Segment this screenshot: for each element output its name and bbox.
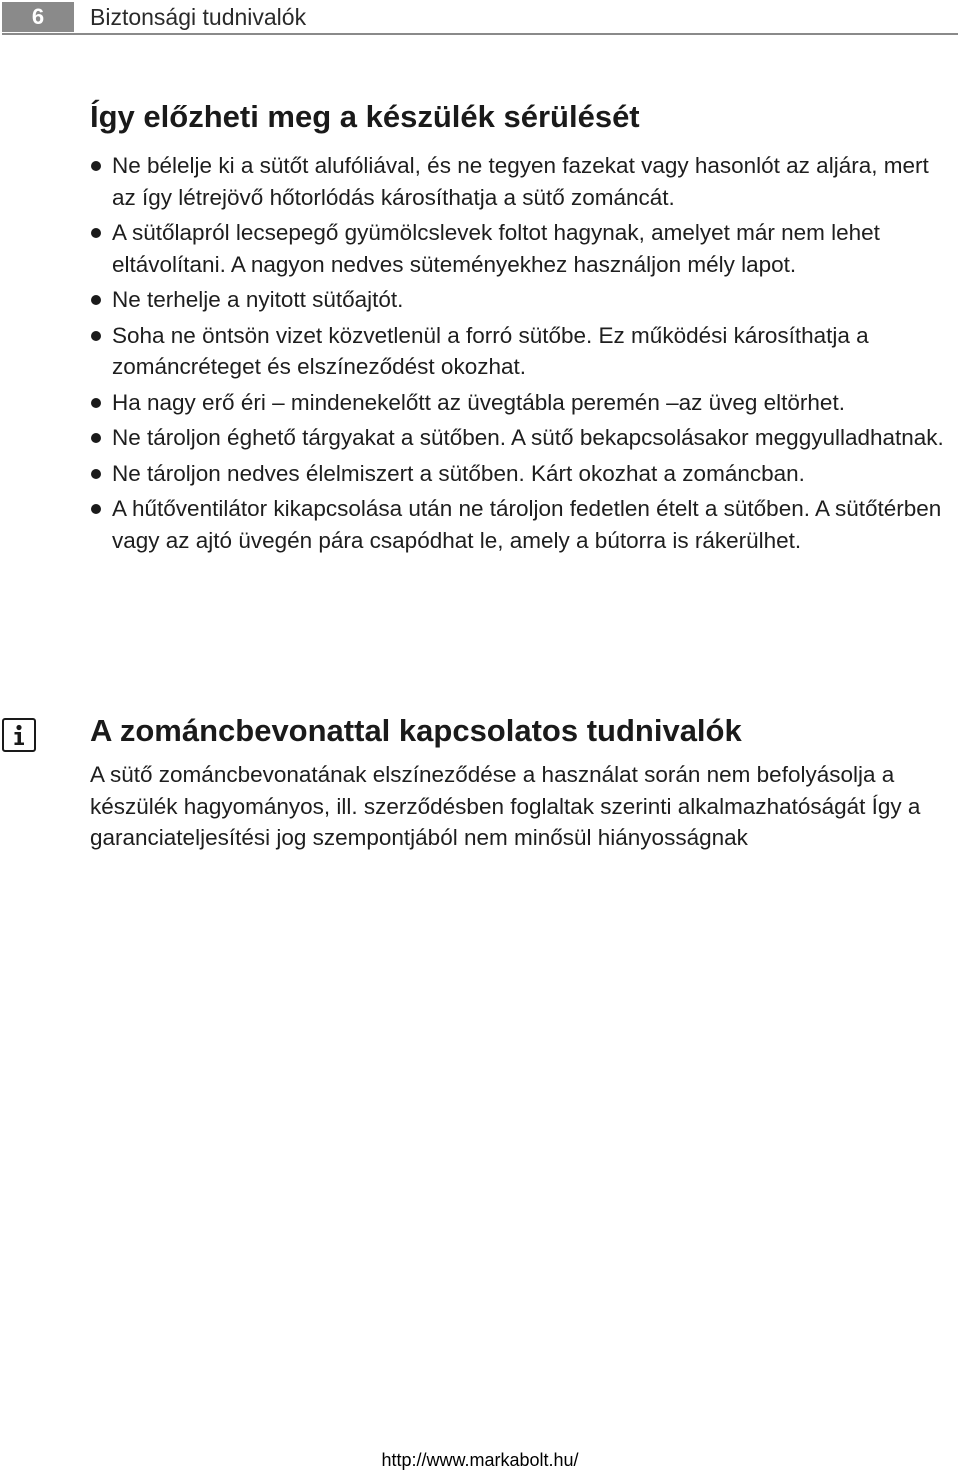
enamel-info-heading: A zománcbevonattal kapcsolatos tudnivalók (90, 713, 742, 748)
list-item (90, 458, 956, 490)
bullet-icon (91, 161, 101, 171)
bullet-icon (91, 295, 101, 305)
page-number: 6 (2, 2, 74, 32)
bullet-icon (91, 504, 101, 514)
list-item (90, 217, 956, 280)
bullet-icon (91, 433, 101, 443)
footer-url: http://www.markabolt.hu/ (381, 1450, 579, 1470)
bullet-icon (91, 331, 101, 341)
enamel-info-text: A sütő zománcbevonatának elszíneződése a használat során nem befolyásolja a készülék hagyományos, ill. szerződésben foglaltak szerinti alkalmazhatóságát Így a garanciateljesítési jog szempontjából nem minősül hiányosságnak (90, 762, 921, 850)
list-item-text: Ha nagy erő éri – mindenekelőtt az üvegtábla peremén –az üveg eltörhet. (112, 389, 845, 415)
list-item (90, 284, 956, 316)
bullet-icon (91, 398, 101, 408)
damage-prevention-list (90, 150, 956, 556)
list-item-text: Ne tároljon éghető tárgyakat a sütőben. A sütő bekapcsolásakor meggyulladhatnak. (112, 425, 944, 450)
damage-prevention-heading: Így előzheti meg a készülék sérülését (90, 99, 640, 134)
bullet-icon (91, 469, 101, 479)
list-item-text: A sütőlapról lecsepegő gyümölcslevek foltot hagynak, amelyet már nem lehet eltávolítani. A nagyon nedves süteményekhez használjon mély lapot. (112, 220, 880, 277)
enamel-info-section (90, 711, 956, 854)
list-item (90, 493, 956, 556)
header-divider (2, 33, 958, 35)
damage-prevention-section (90, 97, 956, 560)
info-icon (2, 718, 36, 752)
list-item (90, 320, 956, 383)
list-item (90, 387, 956, 419)
list-item (90, 150, 956, 213)
list-item-text: Soha ne öntsön vizet közvetlenül a forró sütőbe. Ez működési károsíthatja a zománcréteget és elszíneződést okozhat. (112, 322, 869, 379)
page-header (0, 0, 960, 36)
bullet-icon (91, 228, 101, 238)
header-title: Biztonsági tudnivalók (90, 4, 307, 30)
list-item-text: Ne tároljon nedves élelmiszert a sütőben. Kárt okozhat a zománcban. (112, 460, 805, 486)
list-item-text: Ne bélelje ki a sütőt alufóliával, és ne tegyen fazekat vagy hasonlót az aljára, mert az így létrejövő hőtorlódás károsíthatja a sütő zománcát. (112, 153, 929, 210)
list-item (90, 422, 956, 454)
list-item-text: A hűtőventilátor kikapcsolása után ne tároljon fedetlen ételt a sütőben. A sütőtérben vagy az ajtó üvegén pára csapódhat le, amely a bútorra is rákerülhet. (112, 496, 942, 553)
list-item-text: Ne terhelje a nyitott sütőajtót. (112, 287, 404, 312)
